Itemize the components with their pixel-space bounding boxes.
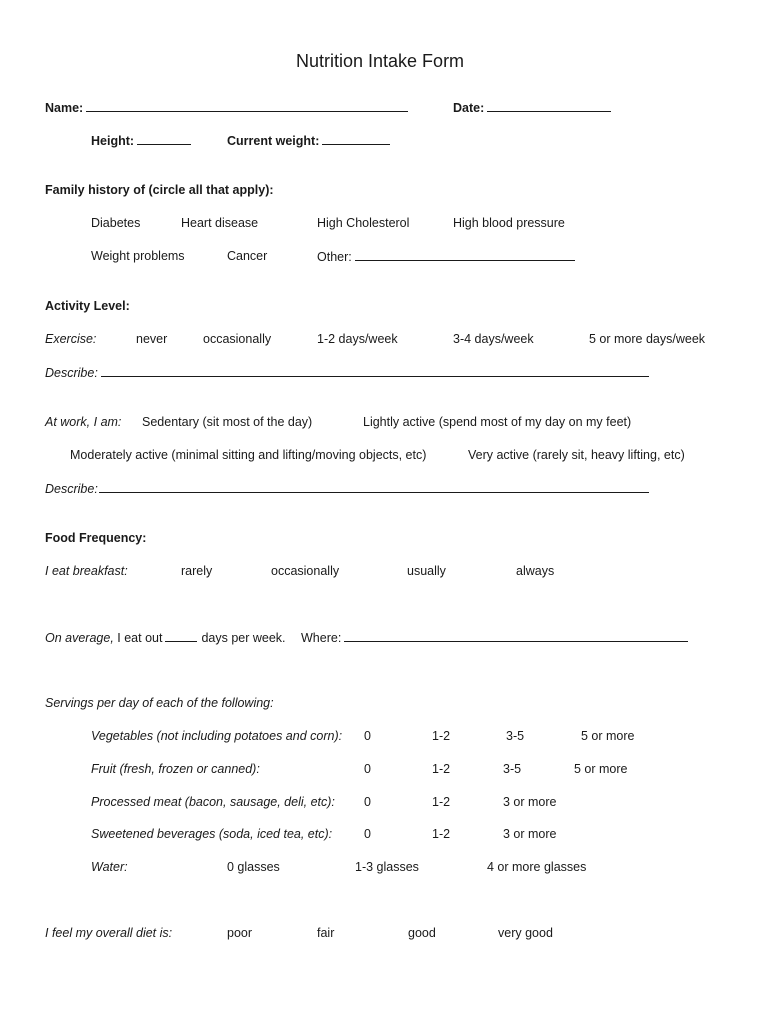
activity-heading: Activity Level: [45, 299, 130, 313]
overall-option-good[interactable]: good [408, 926, 436, 940]
height-field[interactable] [91, 132, 191, 149]
eat-out-suffix: days per week. [201, 631, 286, 645]
eat-out-prefix: I eat out [113, 631, 163, 645]
date-blank[interactable] [487, 99, 611, 112]
overall-option-fair[interactable]: fair [317, 926, 335, 940]
describe-label: Describe: [45, 366, 98, 380]
exercise-option-3-4[interactable]: 3-4 days/week [453, 332, 534, 346]
fruit-label: Fruit (fresh, frozen or canned): [91, 762, 260, 776]
weight-blank[interactable] [322, 132, 390, 145]
breakfast-option-rarely[interactable]: rarely [181, 564, 213, 578]
exercise-option-never[interactable]: never [136, 332, 168, 346]
overall-option-poor[interactable]: poor [227, 926, 253, 940]
water-label: Water: [91, 860, 128, 874]
work-option-sedentary[interactable]: Sedentary (sit most of the day) [142, 415, 313, 429]
breakfast-option-occasionally[interactable]: occasionally [271, 564, 340, 578]
servings-heading: Servings per day of each of the following: [45, 696, 274, 710]
family-option-high-blood-pressure[interactable]: High blood pressure [453, 216, 565, 230]
page-title: Nutrition Intake Form [296, 51, 465, 71]
fruit-option[interactable]: 3-5 [503, 762, 522, 776]
water-option[interactable]: 0 glasses [227, 860, 280, 874]
water-option[interactable]: 1-3 glasses [355, 860, 419, 874]
height-label: Height: [91, 134, 135, 148]
exercise-option-occasionally[interactable]: occasionally [203, 332, 272, 346]
vegetables-option[interactable]: 0 [364, 729, 371, 743]
breakfast-label: I eat breakfast: [45, 564, 128, 578]
sweetened-beverages-label: Sweetened beverages (soda, iced tea, etc): [91, 827, 333, 841]
describe-exercise-field[interactable] [45, 364, 649, 381]
eat-out-line [45, 629, 286, 646]
sweetened-beverages-option[interactable]: 1-2 [432, 827, 451, 841]
describe2-blank[interactable] [99, 480, 649, 493]
vegetables-label: Vegetables (not including potatoes and corn): [91, 729, 343, 743]
eat-out-count-blank[interactable] [165, 629, 197, 642]
overall-option-very-good[interactable]: very good [498, 926, 553, 940]
other-blank[interactable] [355, 248, 575, 261]
water-option[interactable]: 4 or more glasses [487, 860, 587, 874]
processed-meat-option[interactable]: 0 [364, 795, 371, 809]
where-field[interactable] [301, 629, 688, 646]
weight-field[interactable] [227, 132, 390, 149]
family-option-cancer[interactable]: Cancer [227, 249, 268, 263]
family-option-diabetes[interactable]: Diabetes [91, 216, 141, 230]
processed-meat-label: Processed meat (bacon, sausage, deli, etc): [91, 795, 335, 809]
family-option-heart-disease[interactable]: Heart disease [181, 216, 259, 230]
work-option-very-active[interactable]: Very active (rarely sit, heavy lifting, etc) [468, 448, 685, 462]
work-option-lightly-active[interactable]: Lightly active (spend most of my day on my feet) [363, 415, 632, 429]
vegetables-option[interactable]: 1-2 [432, 729, 451, 743]
fruit-option[interactable]: 0 [364, 762, 371, 776]
describe2-label: Describe: [45, 482, 98, 496]
sweetened-beverages-option[interactable]: 3 or more [503, 827, 557, 841]
processed-meat-option[interactable]: 3 or more [503, 795, 557, 809]
exercise-option-1-2[interactable]: 1-2 days/week [317, 332, 398, 346]
name-field[interactable] [45, 99, 408, 116]
family-option-high-cholesterol[interactable]: High Cholesterol [317, 216, 410, 230]
work-label: At work, I am: [45, 415, 122, 429]
breakfast-option-usually[interactable]: usually [407, 564, 446, 578]
describe-blank[interactable] [101, 364, 649, 377]
date-field[interactable] [453, 99, 611, 116]
work-option-moderately-active[interactable]: Moderately active (minimal sitting and lifting/moving objects, etc) [70, 448, 427, 462]
food-frequency-heading: Food Frequency: [45, 531, 147, 545]
exercise-label: Exercise: [45, 332, 97, 346]
family-option-weight-problems[interactable]: Weight problems [91, 249, 185, 263]
weight-label: Current weight: [227, 134, 320, 148]
date-label: Date: [453, 101, 485, 115]
describe-work-field[interactable] [45, 480, 649, 497]
name-label: Name: [45, 101, 84, 115]
breakfast-option-always[interactable]: always [516, 564, 555, 578]
fruit-option[interactable]: 1-2 [432, 762, 451, 776]
processed-meat-option[interactable]: 1-2 [432, 795, 451, 809]
vegetables-option[interactable]: 5 or more [581, 729, 635, 743]
eat-out-prefix-italic: On average, [45, 631, 114, 645]
family-history-heading: Family history of (circle all that apply): [45, 183, 274, 197]
where-blank[interactable] [344, 629, 688, 642]
height-blank[interactable] [137, 132, 191, 145]
fruit-option[interactable]: 5 or more [574, 762, 628, 776]
other-label: Other: [317, 250, 352, 264]
where-label: Where: [301, 631, 342, 645]
name-blank[interactable] [86, 99, 408, 112]
exercise-option-5-plus[interactable]: 5 or more days/week [589, 332, 706, 346]
overall-diet-label: I feel my overall diet is: [45, 926, 173, 940]
vegetables-option[interactable]: 3-5 [506, 729, 525, 743]
sweetened-beverages-option[interactable]: 0 [364, 827, 371, 841]
family-other-field[interactable] [317, 248, 575, 265]
